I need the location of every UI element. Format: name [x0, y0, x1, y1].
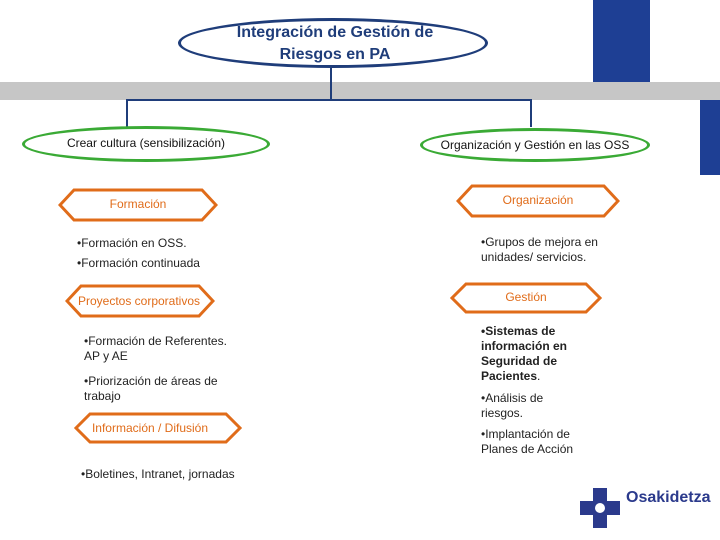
- connector-horizontal: [126, 99, 532, 101]
- diagram-title-line1: Integración de Gestión de: [236, 24, 434, 41]
- gestion-item-1c: Seguridad de: [481, 354, 558, 368]
- gestion-item-1d: [481, 369, 573, 384]
- gestion-item-1a: •Sistemas de: [481, 324, 556, 338]
- diagram-title: [180, 22, 490, 66]
- informacion-label: Información / Difusión: [91, 421, 209, 435]
- proyectos-items: [84, 334, 227, 404]
- gestion-item-3a: •Implantación de: [481, 427, 570, 441]
- formacion-item-2: •Formación continuada: [77, 256, 200, 270]
- organizacion-item-1a: •Grupos de mejora en: [481, 235, 598, 249]
- formacion-item-1: •Formación en OSS.: [77, 236, 187, 250]
- diagram-title-line2: Riesgos en PA: [279, 46, 391, 63]
- connector-vertical-top: [330, 68, 332, 100]
- gestion-items: [481, 324, 573, 457]
- organizacion-label: Organización: [502, 193, 574, 207]
- formacion-label: Formación: [109, 197, 167, 211]
- right-branch-label: Organización y Gestión en las OSS: [440, 138, 630, 152]
- gestion-item-2a: •Análisis de: [481, 391, 544, 405]
- proyectos-item-2b: trabajo: [84, 389, 121, 403]
- osakidetza-logo-text: Osakidetza: [626, 489, 711, 506]
- connector-right-drop: [530, 99, 532, 127]
- header-band: [0, 82, 720, 100]
- organizacion-items: [481, 235, 598, 265]
- proyectos-item-1b: AP y AE: [84, 349, 128, 363]
- gestion-item-2b: riesgos.: [481, 406, 524, 420]
- proyectos-item-2a: •Priorización de áreas de: [84, 374, 218, 388]
- informacion-item-1: •Boletines, Intranet, jornadas: [81, 467, 235, 481]
- corner-block-top: [593, 0, 650, 82]
- gestion-item-1b: información en: [481, 339, 568, 353]
- osakidetza-logo-icon: [580, 488, 620, 533]
- gestion-item-1d-bold: Pacientes: [481, 369, 538, 383]
- gestion-item-1d-rest: .: [537, 369, 541, 383]
- connector-left-drop: [126, 99, 128, 127]
- organizacion-item-1b: unidades/ servicios.: [481, 250, 587, 264]
- gestion-label: Gestión: [505, 290, 547, 304]
- left-branch-label: Crear cultura (sensibilización): [66, 136, 226, 150]
- proyectos-item-1a: •Formación de Referentes.: [84, 334, 227, 348]
- corner-block-right: [700, 100, 720, 175]
- proyectos-label: Proyectos corporativos: [77, 294, 201, 308]
- gestion-item-3b: Planes de Acción: [481, 442, 574, 456]
